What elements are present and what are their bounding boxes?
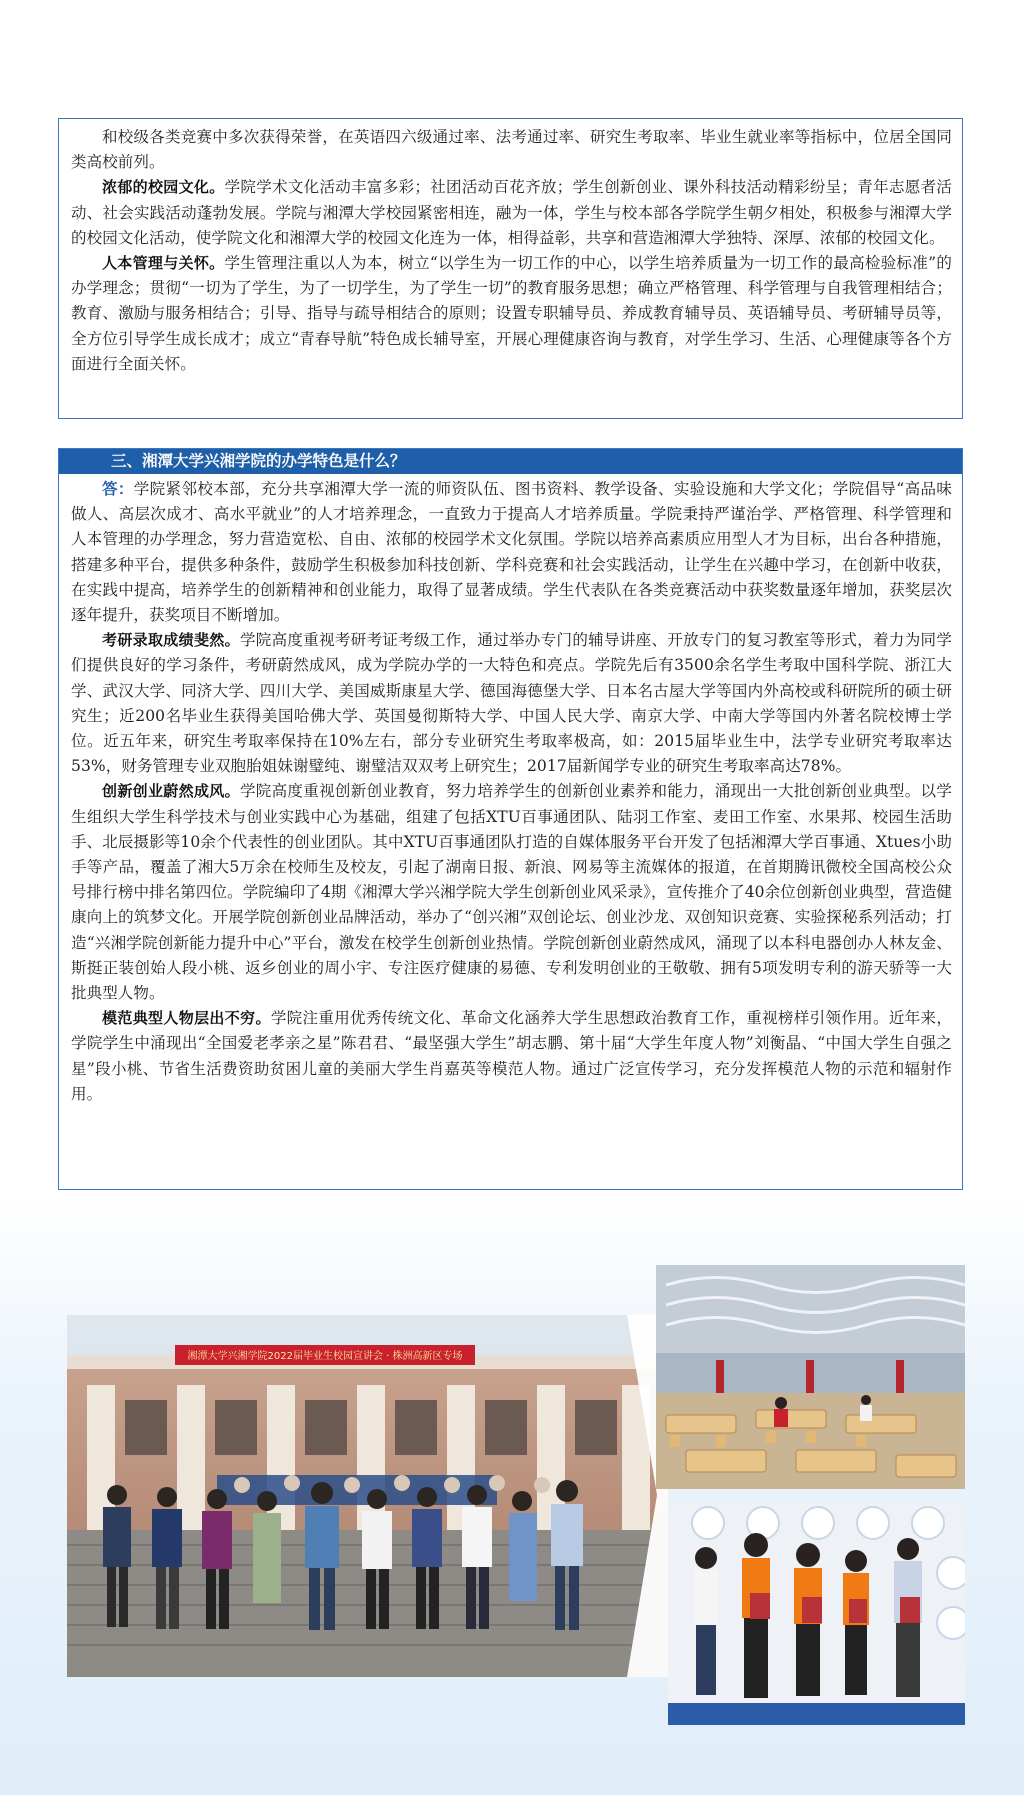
banner-text: 湘潭大学兴湘学院2022届毕业生校园宣讲会 · 株洲高新区专场 — [187, 1351, 463, 1362]
content-box-features — [58, 448, 963, 1190]
photo-group-ceremony — [67, 1315, 668, 1677]
paragraph-postgraduate — [71, 628, 952, 779]
photo-canteen — [656, 1265, 965, 1489]
paragraph-answer — [71, 476, 952, 628]
section-heading: 三、湘潭大学兴湘学院的办学特色是什么？ — [59, 449, 962, 474]
text-answer: 学院紧邻校本部，充分共享湘潭大学一流的师资队伍、图书资料、教学设备、实验设施和大学文化；学院倡导“高品味做人、高层次成才、高水平就业”的人才培养理念，一直致力于提高人才培养质量。学院秉持严谨治学、严格管理、科学管理和人本管理的办学理念，努力营造宽松、自由、浓郁的校园学术文化氛围。学院以培养高素质应用型人才为目标，出台各种措施，搭建多种平台，提供多种条件，鼓励学生积极参加科技创新、学科竞赛和社会实践活动，让学生在兴趣中学习，在创新中收获，在实践中提高，培养学生的创新精神和创业能力，取得了显著成绩。学生代表队在各类竞赛活动中获奖数量逐年增加，获奖层次逐年提升，获奖项目不断增加。 — [71, 480, 952, 625]
text-role-models: 学院注重用优秀传统文化、革命文化涵养大学生思想政治教育工作，重视榜样引领作用。近年来，学院学生中涌现出“全国爱老孝亲之星”陈君君、“最坚强大学生”胡志鹏、第十届“大学生年度人物”刘衡晶、“中国大学生自强之星”段小桃、节省生活费资助贫困儿童的美丽大学生肖嘉英等模范人物。通过广泛宣传学习，充分发挥模范人物的示范和辐射作用。 — [71, 1009, 952, 1103]
photo-award-students — [668, 1503, 965, 1725]
text-campus-culture: 学院学术文化活动丰富多彩；社团活动百花齐放；学生创新创业、课外科技活动精彩纷呈；青年志愿者活动、社会实践活动蓬勃发展。学院与湘潭大学校园紧密相连，融为一体，学生与校本部各学院学生朝夕相处，积极参与湘潭大学的校园文化活动，使学院文化和湘潭大学的校园文化连为一体，相得益彰，共享和营造湘潭大学独特、深厚、浓郁的校园文化。 — [71, 178, 952, 247]
answer-label: 答： — [102, 479, 134, 498]
lead-campus-culture: 浓郁的校园文化。 — [102, 178, 225, 197]
paragraph-rankings: 和校级各类竞赛中多次获得荣誉，在英语四六级通过率、法考通过率、研究生考取率、毕业生就业率等指标中，位居全国同类高校前列。 — [71, 128, 952, 172]
lead-entrepreneurship: 创新创业蔚然成风。 — [102, 782, 240, 801]
paragraph-campus-culture — [71, 175, 952, 251]
paragraph-humanistic-care — [71, 251, 952, 377]
paragraph-entrepreneurship — [71, 779, 952, 1006]
text-humanistic-care: 学生管理注重以人为本，树立“以学生为一切工作的中心，以学生培养质量为一切工作的最高检验标准”的办学理念；贯彻“一切为了学生，为了一切学生，为了学生一切”的教育服务思想；确立严格管理、科学管理与自我管理相结合；教育、激励与服务相结合；引导、指导与疏导相结合的原则；设置专职辅导员、养成教育辅导员、英语辅导员、考研辅导员等，全方位引导学生成长成才；成立“青春导航”特色成长辅导室，开展心理健康咨询与教育，对学生学习、生活、心理健康等各个方面进行全面关怀。 — [71, 254, 952, 373]
lead-role-models: 模范典型人物层出不穷。 — [102, 1009, 271, 1028]
lead-postgraduate: 考研录取成绩斐然。 — [102, 631, 240, 650]
text-postgraduate: 学院高度重视考研考证考级工作，通过举办专门的辅导讲座、开放专门的复习教室等形式，着力为同学们提供良好的学习条件，考研蔚然成风，成为学院办学的一大特色和亮点。学院先后有3500余名学生考取中国科学院、浙江大学、武汉大学、同济大学、四川大学、美国威斯康星大学、德国海德堡大学、日本名古屋大学等国内外高校或科研院所的硕士研究生；近200名毕业生获得美国哈佛大学、英国曼彻斯特大学、中国人民大学、南京大学、中南大学等国内外著名院校博士学位。近五年来，研究生考取率保持在10%左右，部分专业研究生考取率极高，如：2015届毕业生中，法学专业研究考取率达53%，财务管理专业双胞胎姐妹谢璧纯、谢璧洁双双考上研究生；2017届新闻学专业的研究生考取率高达78%。 — [71, 631, 952, 776]
content-box-campus-life — [58, 118, 963, 419]
paragraph-role-models — [71, 1006, 952, 1107]
lead-humanistic-care: 人本管理与关怀。 — [102, 254, 225, 273]
text-entrepreneurship: 学院高度重视创新创业教育，努力培养学生的创新创业素养和能力，涌现出一大批创新创业典型。以学生组织大学生科学技术与创业实践中心为基础，组建了包括XTU百事通团队、陆羽工作室、麦田工作室、水果邦、校园生活助手、北辰摄影等10余个代表性的创业团队。其中XTU百事通团队打造的自媒体服务平台开发了包括湘潭大学百事通、Xtues小助手等产品，覆盖了湘大5万余在校师生及校友，引起了湖南日报、新浪、网易等主流媒体的报道，在首期腾讯微校全国高校公众号排行榜中排名第四位。学院编印了4期《湘潭大学兴湘学院大学生创新创业风采录》，宣传推介了40余位创新创业典型，营造健康向上的筑梦文化。开展学院创新创业品牌活动，举办了“创兴湘”双创论坛、创业沙龙、双创知识竞赛、实验探秘系列活动；打造“兴湘学院创新能力提升中心”平台，激发在校学生创新创业热情。学院创新创业蔚然成风，涌现了以本科电器创办人林友金、斯挺正装创始人段小桃、返乡创业的周小宇、专注医疗健康的易德、专利发明创业的王敬敬、拥有5项发明专利的游天骄等一大批典型人物。 — [71, 782, 952, 1003]
